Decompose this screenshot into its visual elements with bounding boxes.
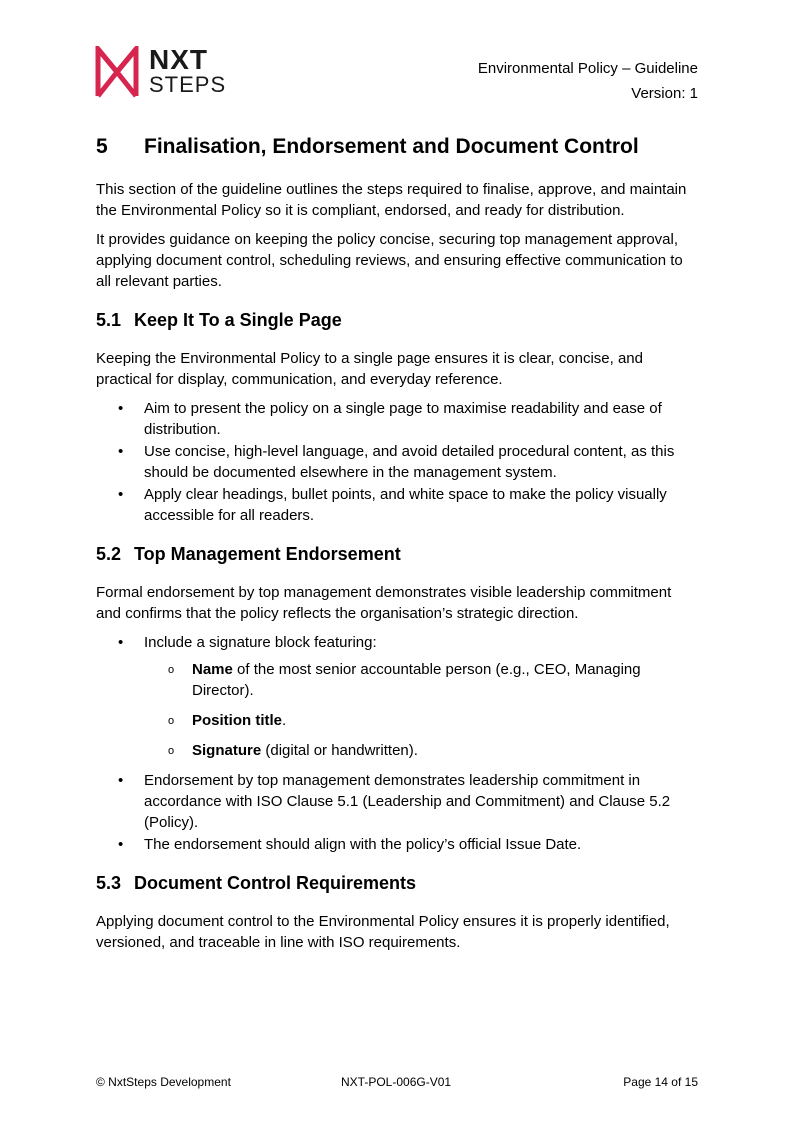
list-item: • Use concise, high-level language, and avoid detailed procedural content, as this should be documented elsewhere in the management system. <box>96 441 700 483</box>
sub-item-text: (digital or handwritten). <box>261 742 418 759</box>
section-number: 5.2 <box>96 544 122 564</box>
document-version: Version: 1 <box>631 85 698 102</box>
section-5-2-bullet-list <box>96 632 700 855</box>
logo-text-steps: STEPS <box>149 72 227 97</box>
section-5-3-paragraph: Applying document control to the Environmental Policy ensures it is properly identified, versioned, and traceable in line with ISO requirements. <box>96 913 670 951</box>
sub-list-item <box>144 659 700 701</box>
list-item-text: Include a signature block featuring: <box>144 634 377 651</box>
section-5-2-paragraph: Formal endorsement by top management demonstrates visible leadership commitment and confirms that the policy reflects the organisation’s strategic direction. <box>96 584 672 622</box>
footer-document-code: NXT-POL-006G-V01 <box>341 1075 452 1089</box>
section-number: 5.1 <box>96 310 122 330</box>
signature-block-sub-list <box>144 659 700 761</box>
section-5-paragraph-2: It provides guidance on keeping the policy concise, securing top management approval, applying document control, scheduling reviews, and ensuring effective communication to all relevant parties. <box>96 231 683 290</box>
sub-item-bold: Name <box>192 661 233 678</box>
sub-item-bold: Position title <box>192 712 282 729</box>
document-title: Environmental Policy – Guideline <box>477 60 698 77</box>
section-5-3-heading <box>96 871 700 895</box>
section-title: Top Management Endorsement <box>134 544 401 564</box>
footer-copyright: © NxtSteps Development <box>96 1075 231 1089</box>
section-5-1-paragraph: Keeping the Environmental Policy to a single page ensures it is clear, concise, and practical for display, communication, and everyday reference. <box>96 350 643 388</box>
section-5-paragraph-1: This section of the guideline outlines the steps required to finalise, approve, and maintain the Environmental Policy so it is compliant, endorsed, and ready for distribution. <box>96 181 687 219</box>
document-body <box>96 132 700 961</box>
sub-list-item <box>144 740 700 761</box>
section-5-1-bullet-list <box>96 398 700 526</box>
section-5-2-heading <box>96 542 700 566</box>
section-title: Finalisation, Endorsement and Document Control <box>144 135 639 158</box>
list-item: • Endorsement by top management demonstrates leadership commitment in accordance with ISO Clause 5.1 (Leadership and Commitment) and Clause 5.2 (Policy). <box>96 770 700 833</box>
footer-page-number: Page 14 of 15 <box>623 1075 698 1089</box>
sub-item-text: . <box>282 712 287 729</box>
list-item: • Apply clear headings, bullet points, and white space to make the policy visually accessible for all readers. <box>96 484 700 526</box>
sub-list-item <box>144 710 700 731</box>
page-header <box>478 56 698 106</box>
list-item: • Aim to present the policy on a single page to maximise readability and ease of distribution. <box>96 398 700 440</box>
nxt-logo-icon <box>95 46 139 98</box>
section-title: Keep It To a Single Page <box>134 310 342 330</box>
logo-text-nxt: NXT <box>149 44 208 75</box>
section-number: 5.3 <box>96 873 122 893</box>
sub-item-text: of the most senior accountable person (e.g., CEO, Managing Director). <box>192 661 641 699</box>
section-5-heading <box>96 132 700 162</box>
company-logo <box>95 46 225 98</box>
list-item: • The endorsement should align with the policy’s official Issue Date. <box>96 834 700 855</box>
section-number: 5 <box>96 135 108 158</box>
section-5-1-heading <box>96 308 700 332</box>
section-title: Document Control Requirements <box>134 873 417 893</box>
sub-item-bold: Signature <box>192 742 262 759</box>
list-item <box>96 632 700 761</box>
